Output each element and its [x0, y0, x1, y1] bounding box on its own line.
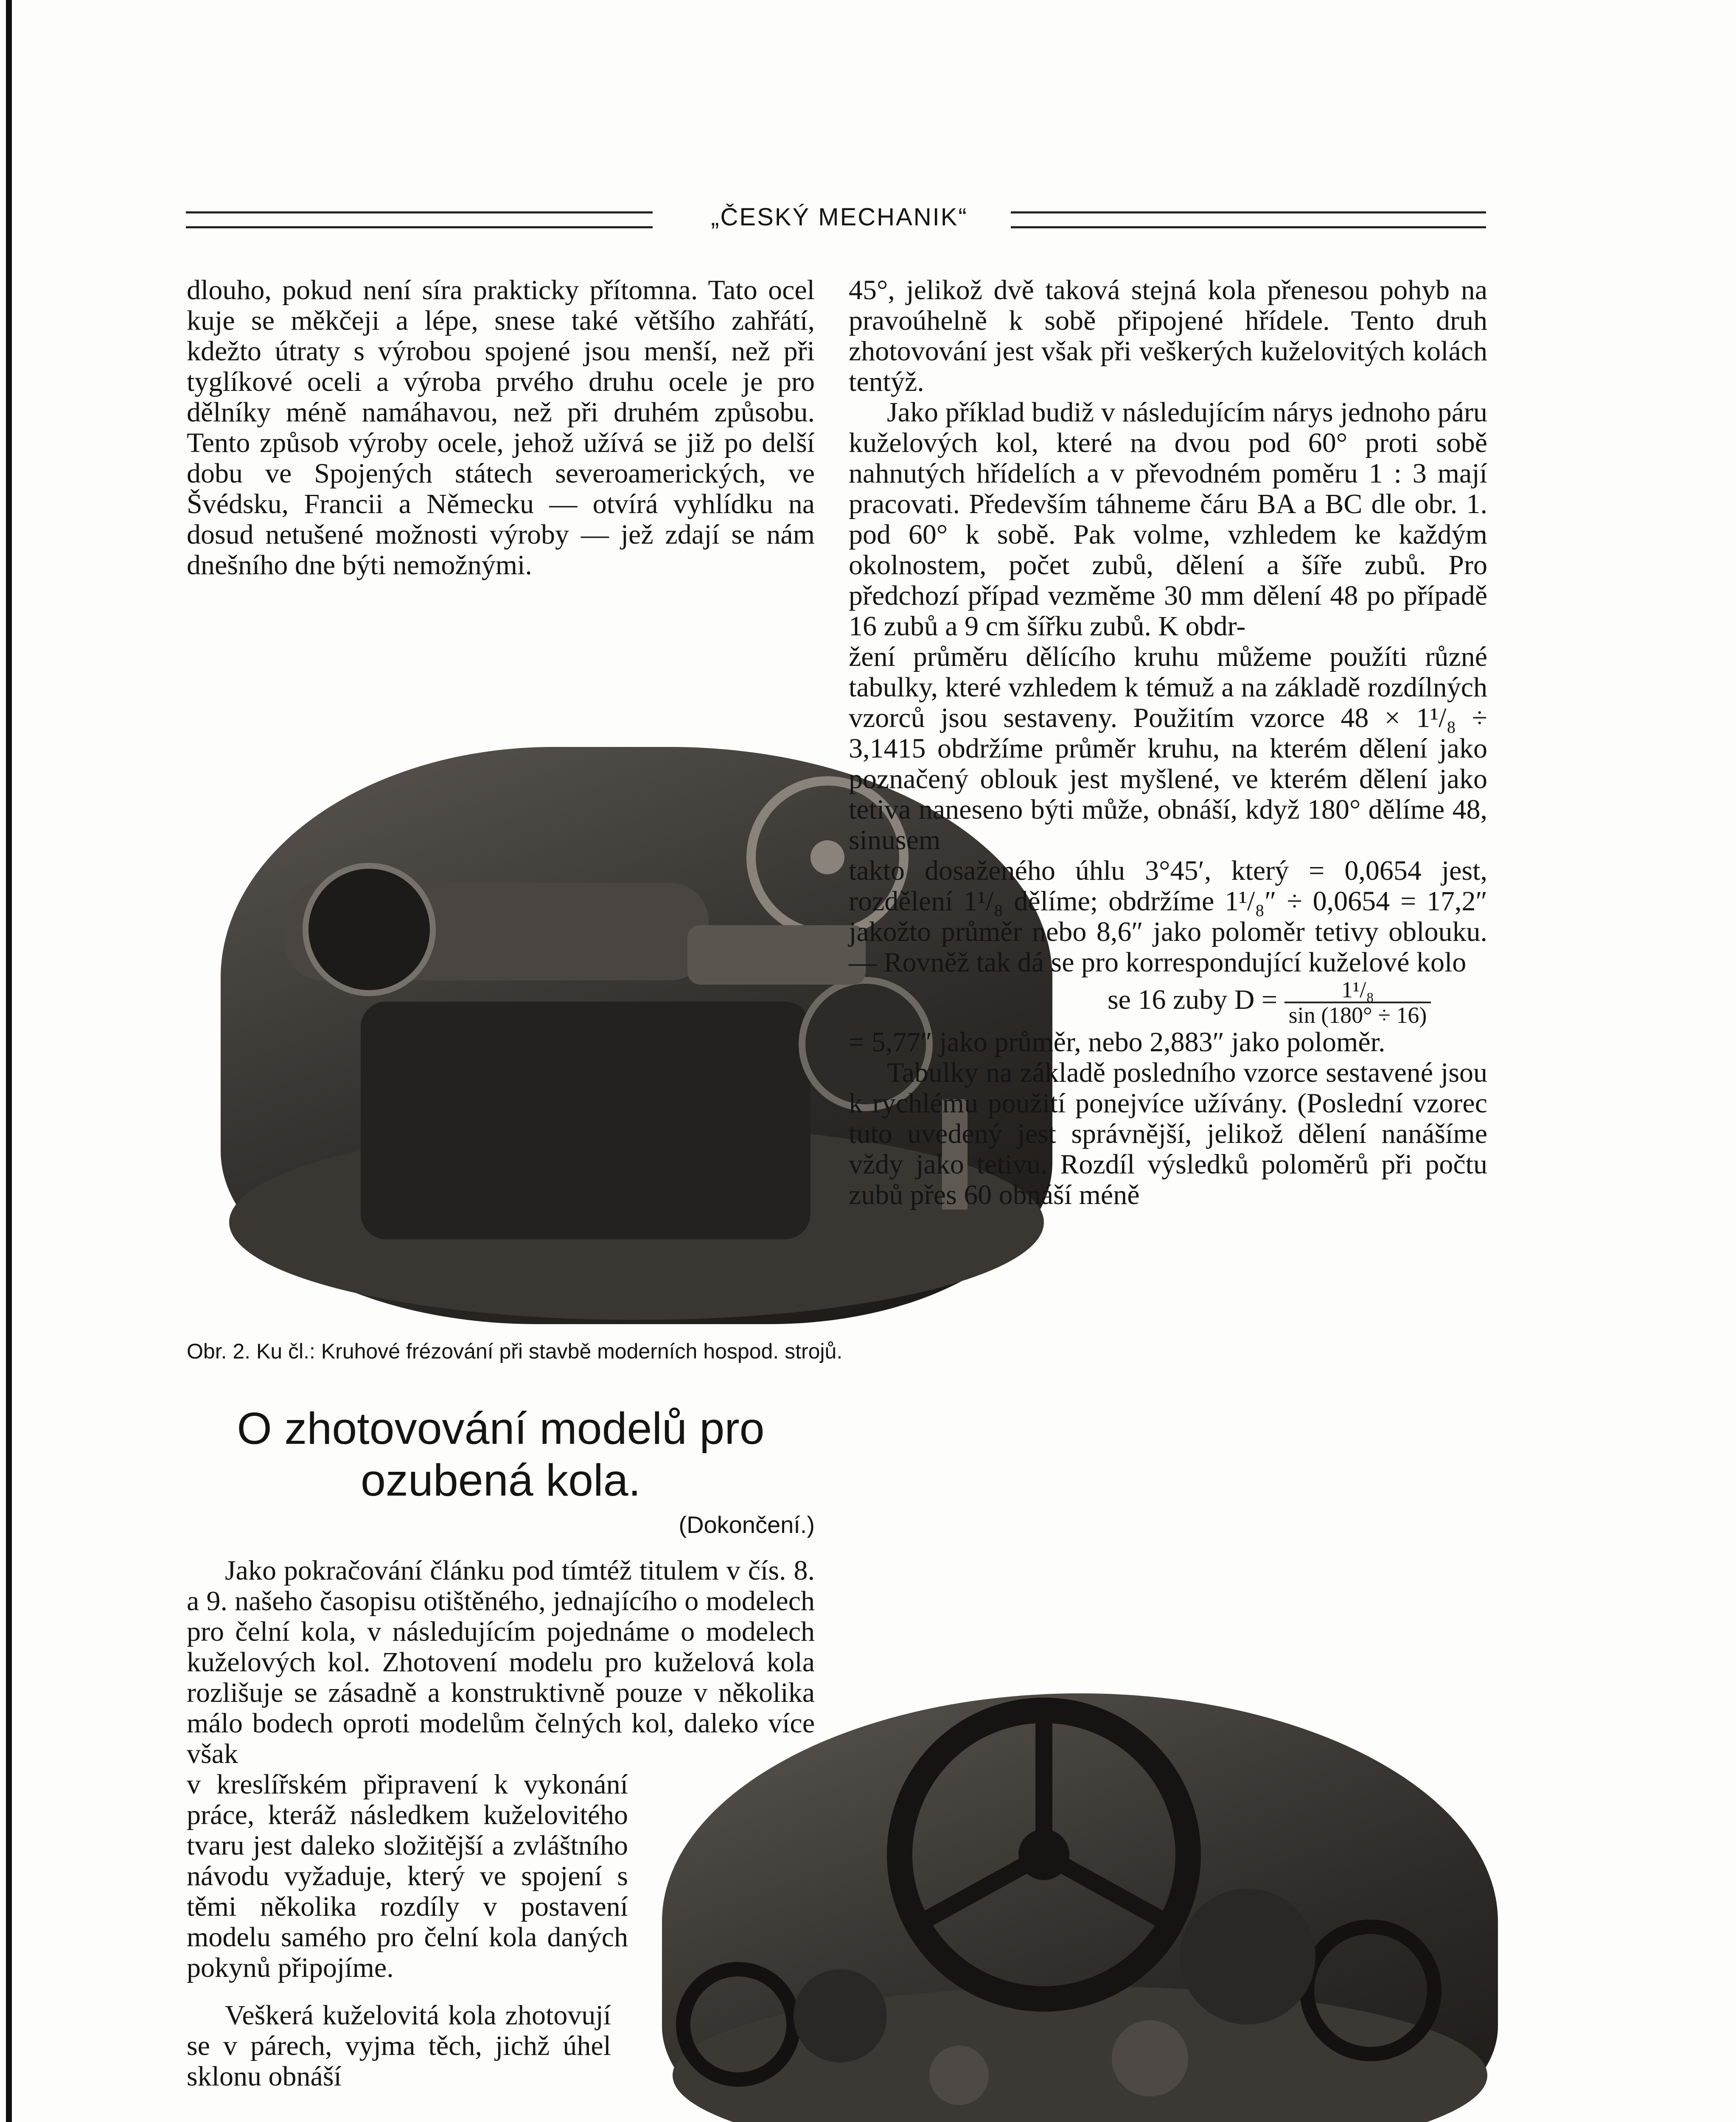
paragraph: Jako pokračování článku pod tímtéž titulem v čís. 8. a 9. našeho časopisu otištěného, jednajícího o modelech pro čelní kola, v následujícím pojednáme o modelech kuželových kol. Zhotovení modelu pro kuželová kola rozlišuje se zásadně a konstruktivně pouze v několika málo bodech oproti modelům čelných kol, daleko více však: [187, 1555, 815, 1769]
paragraph: Veškerá kuželovitá kola zhotovují se v párech, vyjma těch, jichž úhel sklonu obnáší: [187, 2000, 611, 2092]
gear-models-illustration: [662, 1693, 1498, 2122]
formula-lead: se 16 zuby D =: [1108, 984, 1278, 1016]
continued-note: (Dokončení.): [679, 1511, 815, 1538]
figure-3-gear-models-photo: [662, 1693, 1498, 2122]
formula-result: = 5,77″ jako průměr, nebo 2,883″ jako poloměr.: [849, 1027, 1385, 1058]
formula-denominator: sin (180° ÷ 16): [1288, 1002, 1427, 1028]
paragraph: dlouho, pokud není síra prakticky přítomna. Tato ocel kuje se měkčeji a lépe, snese také většího zahřátí, kdežto útraty s výrobou spojené jsou menší, než při tyglíkové oceli a výroba prvého druhu ocele je pro dělníky méně namáhavou, než při druhém způsobu. Tento způsob výroby ocele, jehož užívá se již po delší dobu ve Spojených státech severoamerických, ve Švédsku, Francii a Německu — otvírá vyhlídku na dosud netušené možnosti výroby — jež zdají se nám dnešního dne býti nemožnými.: [187, 275, 815, 581]
formula-line: [1108, 978, 1487, 1027]
paragraph: 45°, jelikož dvě taková stejná kola přenesou pohyb na pravoúhelně k sobě připojené hřídele. Tento druh zhotovování jest však při veškerých kuželovitých kolách tentýž.: [849, 275, 1487, 397]
formula-numerator: 1¹/₈: [1284, 978, 1431, 1003]
running-header: [186, 203, 1486, 241]
right-column-text: [849, 275, 1487, 1210]
header-rule-right: [1011, 211, 1486, 228]
paragraph-continued: takto dosaženého úhlu 3°45′, který = 0,0654 jest, rozdělení 1¹/₈ dělíme; obdržíme 1¹/₈″ ÷ 0,0654 = 17,2″ jakožto průměr nebo 8,6″ jako poloměr tetivy oblouku. — Rovněž tak dá se pro korrespondující kuželové kolo: [849, 855, 1487, 978]
paragraph: v kreslířském připravení k vykonání práce, kteráž následkem kuželovitého tvaru jest daleko složitější a zvláštního návodu vyžaduje, který ve spojení s těmi několika rozdíly v postavení modelu samého pro čelní kola daných pokynů připojíme.: [187, 1769, 628, 1983]
article-title: O zhotovování modelů pro ozubená kola.: [237, 1403, 765, 1505]
header-rule-left: [186, 211, 653, 228]
figure-2-caption: Obr. 2. Ku čl.: Kruhové frézování při stavbě moderních hospod. strojů.: [187, 1339, 843, 1363]
paragraph: Jako příklad budiž v následujícím nárys jednoho páru kuželových kol, které na dvou pod 60° proti sobě nahnutých hřídelích a v převodném poměru 1 : 3 mají pracovati. Především táhneme čáru BA a BC dle obr. 1. pod 60° k sobě. Pak volme, vzhledem ke každým okolnostem, počet zubů, dělení a šíře zubů. Pro předchozí případ vezměme 30 mm dělení 48 po případě 16 zubů a 9 cm šířku zubů. K obdr-: [849, 397, 1487, 642]
paragraph: Tabulky na základě posledního vzorce sestavené jsou k rychlému použití ponejvíce užívány. (Poslední vzorec tuto uvedený jest správnější, jelikož dělení nanášíme vždy jako tetivu. Rozdíl výsledků poloměrů při počtu zubů přes 60 obnáší méně: [849, 1057, 1487, 1210]
paragraph-continued: žení průměru dělícího kruhu můžeme použíti různé tabulky, které vzhledem k témuž a na základě rozdílných vzorců jsou sestaveny. Použitím vzorce 48 × 1¹/₈ ÷ 3,1415 obdržíme průměr kruhu, na kterém dělení jako poznačený oblouk jest myšlené, ve kterém dělení jako tetiva naneseno býti může, obnáší, když 180° dělíme 48, sinusem: [849, 641, 1487, 856]
left-column-top-text: [187, 275, 815, 581]
formula-fraction: [1284, 978, 1431, 1027]
journal-title: „ČESKÝ MECHANIK“: [711, 203, 968, 231]
